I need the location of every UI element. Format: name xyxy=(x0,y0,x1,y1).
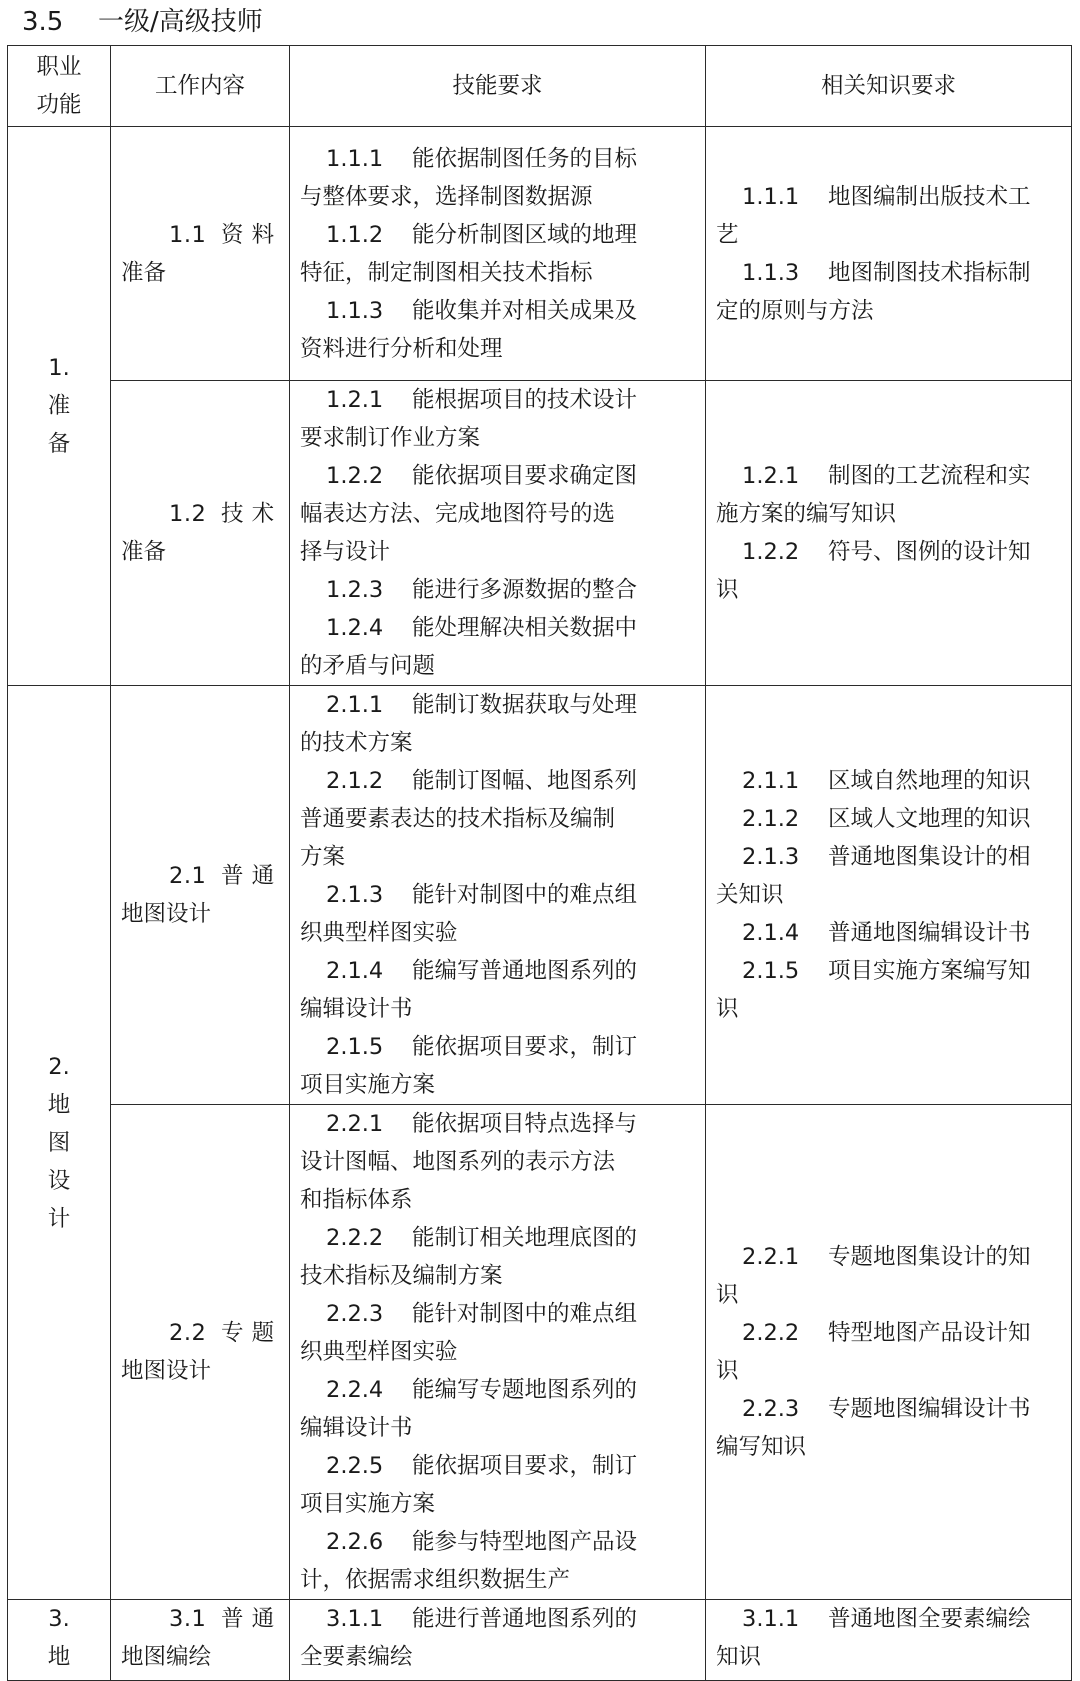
skill-item xyxy=(300,292,695,368)
skill-text-cont: 织典型样图实验 xyxy=(300,1339,458,1365)
knowledge-code: 2.1.4 xyxy=(742,920,800,946)
skill-text: 能制订相关地理底图的 xyxy=(412,1225,638,1251)
knowledge-text: 普通地图集设计的相 xyxy=(828,844,1031,870)
skills-cell xyxy=(290,381,706,686)
skill-text: 能根据项目的技术设计 xyxy=(412,387,638,413)
knowledge-text: 专题地图集设计的知 xyxy=(828,1244,1031,1270)
content-line1 xyxy=(121,1600,279,1638)
knowledge-text: 特型地图产品设计知 xyxy=(828,1320,1031,1346)
header-function-line1: 职业 xyxy=(36,54,82,80)
table-row xyxy=(8,1105,1072,1600)
knowledge-text-cont: 知识 xyxy=(716,1644,762,1670)
skill-code: 3.1.1 xyxy=(326,1606,384,1632)
skill-text-cont: 与整体要求，选择制图数据源 xyxy=(300,183,593,210)
content-line2: 地图设计 xyxy=(121,1358,212,1384)
skill-text: 能依据项目要求确定图 xyxy=(412,463,638,489)
skill-text-cont: 计，依据需求组织数据生产 xyxy=(300,1567,571,1593)
skill-item xyxy=(300,952,695,1028)
function-line: 备 xyxy=(47,431,71,457)
knowledge-text-cont: 施方案的编写知识 xyxy=(716,501,897,527)
skill-code: 2.2.3 xyxy=(326,1301,384,1327)
skill-item xyxy=(300,1295,695,1371)
skill-item xyxy=(300,609,695,685)
skill-text-cont: 项目实施方案 xyxy=(300,1072,436,1098)
section-title-text: 一级/高级技师 xyxy=(98,7,263,37)
function-line: 1. xyxy=(48,355,70,381)
knowledge-code: 2.1.2 xyxy=(742,806,800,832)
skill-text-cont: 技术指标及编制方案 xyxy=(300,1263,503,1289)
function-line: 设 xyxy=(47,1167,71,1194)
skill-code: 2.2.4 xyxy=(326,1377,384,1403)
skill-code: 2.1.4 xyxy=(326,958,384,984)
skill-text-cont: 全要素编绘 xyxy=(300,1644,413,1670)
skill-code: 2.1.1 xyxy=(326,692,384,718)
content-line1 xyxy=(121,857,279,895)
skill-code: 1.2.2 xyxy=(326,463,384,489)
content-line2: 地图编绘 xyxy=(121,1644,212,1670)
skill-text-cont: 织典型样图实验 xyxy=(300,920,458,946)
skill-text-cont: 普通要素表达的技术指标及编制 xyxy=(300,806,616,832)
knowledge-text-cont: 编写知识 xyxy=(716,1434,807,1460)
function-line: 图 xyxy=(47,1129,71,1156)
knowledge-code: 1.1.3 xyxy=(742,259,800,286)
content-line1 xyxy=(121,1314,279,1352)
knowledge-cell xyxy=(706,127,1072,381)
knowledge-text: 符号、图例的设计知 xyxy=(828,539,1031,565)
skill-text: 能依据项目特点选择与 xyxy=(412,1111,638,1137)
skill-code: 1.2.4 xyxy=(326,615,384,641)
skill-code: 1.2.3 xyxy=(326,577,384,603)
skill-text: 能参与特型地图产品设 xyxy=(412,1529,638,1555)
content-line1 xyxy=(121,216,279,254)
skill-text: 能进行普通地图系列的 xyxy=(412,1606,638,1632)
content-text: 技 术 xyxy=(221,501,275,527)
knowledge-item xyxy=(716,1238,1061,1314)
skills-cell xyxy=(290,1105,706,1600)
skill-text: 能制订图幅、地图系列 xyxy=(412,768,638,794)
skills-cell xyxy=(290,1600,706,1681)
content-code: 3.1 xyxy=(169,1606,207,1632)
knowledge-cell xyxy=(706,1105,1072,1600)
knowledge-item xyxy=(716,914,1061,952)
skill-code: 1.1.2 xyxy=(326,221,384,248)
skill-text-cont: 择与设计 xyxy=(300,539,391,565)
knowledge-text: 制图的工艺流程和实 xyxy=(828,463,1031,489)
knowledge-code: 2.2.1 xyxy=(742,1244,800,1270)
skill-text: 能依据制图任务的目标 xyxy=(412,145,638,172)
content-line1 xyxy=(121,495,279,533)
knowledge-code: 2.1.3 xyxy=(742,844,800,870)
content-line2: 准备 xyxy=(121,259,167,286)
skill-text-cont: 编辑设计书 xyxy=(300,1415,413,1441)
skill-text-cont: 的技术方案 xyxy=(300,730,413,756)
content-cell xyxy=(111,1600,290,1681)
knowledge-code: 1.2.1 xyxy=(742,463,800,489)
skill-text: 能针对制图中的难点组 xyxy=(412,1301,638,1327)
knowledge-cell xyxy=(706,686,1072,1105)
skill-code: 2.2.2 xyxy=(326,1225,384,1251)
table-row xyxy=(8,127,1072,381)
skill-code: 2.1.5 xyxy=(326,1034,384,1060)
skill-text-cont: 要求制订作业方案 xyxy=(300,425,481,451)
skills-requirements-table xyxy=(7,45,1072,1681)
knowledge-text-cont: 定的原则与方法 xyxy=(716,297,874,324)
knowledge-item xyxy=(716,800,1061,838)
table-header xyxy=(8,46,1072,127)
skill-text-cont: 特征，制定制图相关技术指标 xyxy=(300,259,593,286)
skill-item xyxy=(300,140,695,216)
skill-item xyxy=(300,1105,695,1219)
content-code: 2.2 xyxy=(169,1320,207,1346)
skill-item xyxy=(300,216,695,292)
knowledge-item xyxy=(716,1314,1061,1390)
skill-item xyxy=(300,1371,695,1447)
skill-text: 能针对制图中的难点组 xyxy=(412,882,638,908)
table-body xyxy=(8,127,1072,1681)
content-cell xyxy=(111,381,290,686)
header-skills: 技能要求 xyxy=(290,46,706,127)
knowledge-item xyxy=(716,254,1061,330)
content-code: 2.1 xyxy=(169,863,207,889)
knowledge-text-cont: 识 xyxy=(716,996,739,1022)
table-row xyxy=(8,1600,1072,1681)
content-cell xyxy=(111,1105,290,1600)
header-knowledge: 相关知识要求 xyxy=(706,46,1072,127)
skill-item xyxy=(300,571,695,609)
knowledge-item xyxy=(716,457,1061,533)
skill-text: 能分析制图区域的地理 xyxy=(412,221,638,248)
skill-item xyxy=(300,762,695,876)
function-line: 2. xyxy=(48,1053,70,1080)
knowledge-item xyxy=(716,1390,1061,1466)
function-line: 地 xyxy=(47,1644,71,1670)
knowledge-code: 2.1.1 xyxy=(742,768,800,794)
skill-text-cont: 的矛盾与问题 xyxy=(300,653,436,679)
skill-code: 2.1.2 xyxy=(326,768,384,794)
knowledge-item xyxy=(716,1600,1061,1676)
skill-code: 2.2.6 xyxy=(326,1529,384,1555)
skill-item xyxy=(300,876,695,952)
knowledge-text: 专题地图编辑设计书 xyxy=(828,1396,1031,1422)
knowledge-code: 1.1.1 xyxy=(742,183,800,210)
section-title xyxy=(22,2,263,42)
knowledge-text: 项目实施方案编写知 xyxy=(828,958,1031,984)
skill-text: 能依据项目要求，制订 xyxy=(412,1034,638,1060)
skills-cell xyxy=(290,127,706,381)
knowledge-item xyxy=(716,762,1061,800)
skill-text-cont: 项目实施方案 xyxy=(300,1491,436,1517)
skill-item xyxy=(300,1447,695,1523)
knowledge-text-cont: 识 xyxy=(716,1358,739,1384)
knowledge-code: 3.1.1 xyxy=(742,1606,800,1632)
knowledge-cell xyxy=(706,381,1072,686)
skill-text-cont: 资料进行分析和处理 xyxy=(300,335,503,362)
content-text: 资 料 xyxy=(221,221,275,248)
header-function xyxy=(8,46,111,127)
function-line: 地 xyxy=(47,1091,71,1118)
skill-item xyxy=(300,1523,695,1599)
knowledge-text: 区域人文地理的知识 xyxy=(828,806,1031,832)
function-line: 3. xyxy=(48,1606,70,1632)
skill-text: 能依据项目要求，制订 xyxy=(412,1453,638,1479)
skill-code: 1.1.3 xyxy=(326,297,384,324)
skill-text-cont: 和指标体系 xyxy=(300,1187,413,1213)
skill-code: 2.2.1 xyxy=(326,1111,384,1137)
skill-text: 能处理解决相关数据中 xyxy=(412,615,638,641)
table-row xyxy=(8,686,1072,1105)
function-cell-map-compile xyxy=(8,1600,111,1681)
skill-text: 能编写普通地图系列的 xyxy=(412,958,638,984)
content-cell xyxy=(111,686,290,1105)
header-row xyxy=(8,46,1072,127)
content-line2: 地图设计 xyxy=(121,901,212,927)
content-text: 普 通 xyxy=(221,1606,275,1632)
content-text: 专 题 xyxy=(221,1320,275,1346)
content-text: 普 通 xyxy=(221,863,275,889)
skill-code: 1.2.1 xyxy=(326,387,384,413)
skill-item xyxy=(300,381,695,457)
knowledge-code: 1.2.2 xyxy=(742,539,800,565)
skill-code: 1.1.1 xyxy=(326,145,384,172)
knowledge-cell xyxy=(706,1600,1072,1681)
header-content: 工作内容 xyxy=(111,46,290,127)
knowledge-text-cont: 艺 xyxy=(716,221,739,248)
function-line: 计 xyxy=(47,1205,71,1232)
skill-item xyxy=(300,457,695,571)
knowledge-item xyxy=(716,178,1061,254)
skill-text: 能收集并对相关成果及 xyxy=(412,297,638,324)
table-row xyxy=(8,381,1072,686)
content-cell xyxy=(111,127,290,381)
content-code: 1.2 xyxy=(169,501,207,527)
function-cell-prep xyxy=(8,127,111,686)
knowledge-code: 2.2.2 xyxy=(742,1320,800,1346)
knowledge-text: 普通地图全要素编绘 xyxy=(828,1606,1031,1632)
content-code: 1.1 xyxy=(169,221,207,248)
knowledge-item xyxy=(716,838,1061,914)
knowledge-text-cont: 识 xyxy=(716,577,739,603)
skill-text-cont: 编辑设计书 xyxy=(300,996,413,1022)
skill-text: 能编写专题地图系列的 xyxy=(412,1377,638,1403)
skill-text-cont: 设计图幅、地图系列的表示方法 xyxy=(300,1149,616,1175)
knowledge-text: 地图编制出版技术工 xyxy=(828,183,1031,210)
skill-text-cont: 方案 xyxy=(300,844,346,870)
knowledge-text-cont: 关知识 xyxy=(716,882,784,908)
skill-code: 2.1.3 xyxy=(326,882,384,908)
skill-text: 能制订数据获取与处理 xyxy=(412,692,638,718)
skill-item xyxy=(300,1028,695,1104)
function-line: 准 xyxy=(47,393,71,419)
content-line2: 准备 xyxy=(121,539,167,565)
section-number: 3.5 xyxy=(22,7,64,37)
skill-text-cont: 幅表达方法、完成地图符号的选 xyxy=(300,501,616,527)
skill-item xyxy=(300,686,695,762)
knowledge-code: 2.1.5 xyxy=(742,958,800,984)
knowledge-text: 地图制图技术指标制 xyxy=(828,259,1031,286)
knowledge-text: 区域自然地理的知识 xyxy=(828,768,1031,794)
knowledge-code: 2.2.3 xyxy=(742,1396,800,1422)
skills-cell xyxy=(290,686,706,1105)
function-cell-map-design xyxy=(8,686,111,1600)
skill-item xyxy=(300,1600,695,1676)
skill-text: 能进行多源数据的整合 xyxy=(412,577,638,603)
knowledge-text-cont: 识 xyxy=(716,1282,739,1308)
skill-code: 2.2.5 xyxy=(326,1453,384,1479)
skill-item xyxy=(300,1219,695,1295)
knowledge-item xyxy=(716,952,1061,1028)
knowledge-item xyxy=(716,533,1061,609)
header-function-line2: 功能 xyxy=(36,92,82,118)
knowledge-text: 普通地图编辑设计书 xyxy=(828,920,1031,946)
